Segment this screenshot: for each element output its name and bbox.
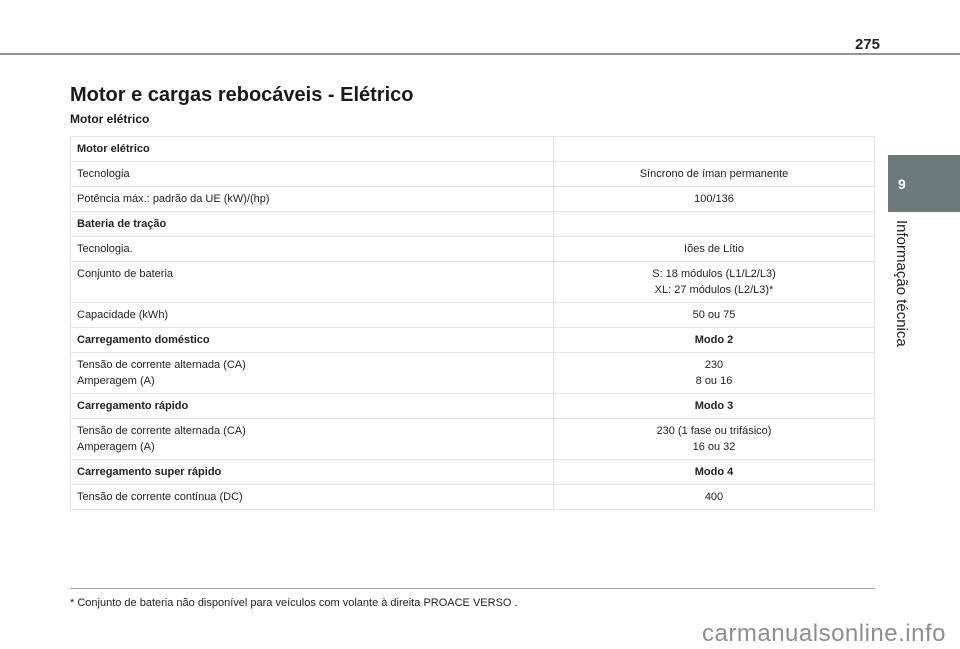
spec-table — [70, 136, 875, 510]
table-row — [71, 303, 875, 328]
row-value — [554, 137, 875, 162]
row-value: 50 ou 75 — [554, 303, 875, 328]
row-key: Capacidade (kWh) — [71, 303, 554, 328]
row-value-line: 230 (1 fase ou trifásico) — [656, 425, 772, 437]
row-key: Bateria de tração — [71, 212, 554, 237]
row-key: Tensão de corrente contínua (DC) — [71, 485, 554, 510]
table-row — [71, 237, 875, 262]
row-value-line: 16 ou 32 — [692, 441, 736, 453]
table-row — [71, 485, 875, 510]
table-row — [71, 353, 875, 394]
row-value: 100/136 — [554, 187, 875, 212]
footnote: * Conjunto de bateria não disponível para veículos com volante à direita PROACE VERSO . — [70, 597, 518, 609]
row-value: Síncrono de íman permanente — [554, 162, 875, 187]
table-row — [71, 162, 875, 187]
section-title: Motor e cargas rebocáveis - Elétrico — [70, 84, 414, 106]
row-value: 400 — [554, 485, 875, 510]
table-row — [71, 137, 875, 162]
row-key: Motor elétrico — [71, 137, 554, 162]
row-key-line: Tensão de corrente alternada (CA) — [77, 359, 246, 371]
row-value-line: S: 18 módulos (L1/L2/L3) — [652, 268, 776, 280]
row-key-line: Amperagem (A) — [77, 441, 155, 453]
row-key: Carregamento rápido — [71, 394, 554, 419]
row-value — [554, 262, 875, 303]
row-value-line: 230 — [704, 359, 724, 371]
row-value — [554, 419, 875, 460]
chapter-tab[interactable] — [888, 155, 960, 212]
row-value: Modo 4 — [554, 460, 875, 485]
row-value: Iões de Lítio — [554, 237, 875, 262]
row-value: Modo 3 — [554, 394, 875, 419]
table-row — [71, 460, 875, 485]
row-key — [71, 353, 554, 394]
table-row — [71, 394, 875, 419]
row-value — [554, 212, 875, 237]
row-key-line: Amperagem (A) — [77, 375, 155, 387]
chapter-number: 9 — [898, 175, 906, 192]
row-key — [71, 419, 554, 460]
row-key: Conjunto de bateria — [71, 262, 554, 303]
chapter-label: Informação técnica — [893, 220, 910, 347]
table-row — [71, 262, 875, 303]
row-key: Tecnologia — [71, 162, 554, 187]
page-number: 275 — [854, 36, 880, 53]
header-divider — [0, 53, 960, 55]
row-key: Tecnologia. — [71, 237, 554, 262]
row-value-line: 8 ou 16 — [695, 375, 733, 387]
row-value-line: XL: 27 módulos (L2/L3)* — [654, 284, 774, 296]
table-row — [71, 328, 875, 353]
table-row — [71, 187, 875, 212]
row-key: Carregamento super rápido — [71, 460, 554, 485]
table-row — [71, 419, 875, 460]
row-key: Potência máx.: padrão da UE (kW)/(hp) — [71, 187, 554, 212]
row-value — [554, 353, 875, 394]
watermark: carmanualsonline.info — [702, 620, 946, 647]
row-value: Modo 2 — [554, 328, 875, 353]
table-row — [71, 212, 875, 237]
footnote-divider — [70, 588, 875, 589]
sub-title: Motor elétrico — [70, 112, 150, 126]
row-key: Carregamento doméstico — [71, 328, 554, 353]
row-key-line: Tensão de corrente alternada (CA) — [77, 425, 246, 437]
